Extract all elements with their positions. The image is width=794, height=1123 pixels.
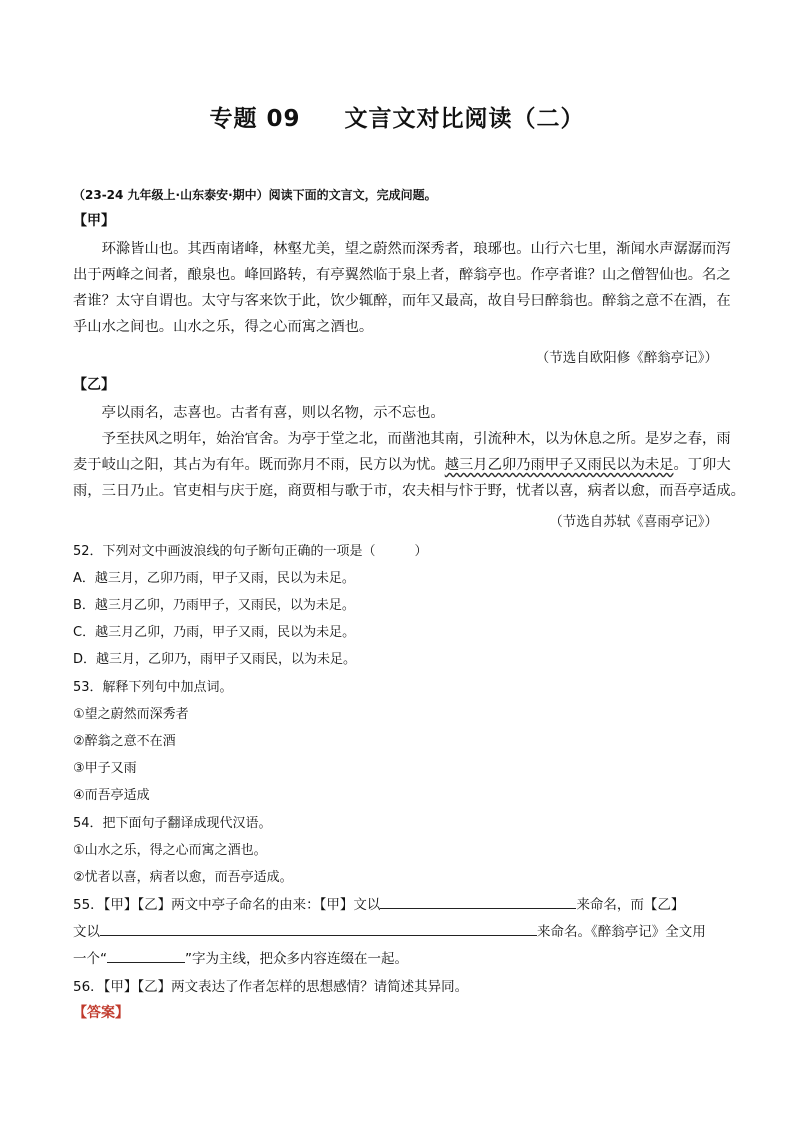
wavy-underlined-sentence: 越三月乙卯乃雨甲子又雨民以为未足 <box>444 457 674 473</box>
passage-yi-line <box>73 452 731 478</box>
passage-jia-line: 者谁？太守自谓也。太守与客来饮于此，饮少辄醉，而年又最高，故自号曰醉翁也。醉翁之意不在酒，在 <box>73 293 731 309</box>
q53-item: ③甲子又雨 <box>73 761 137 776</box>
passage-yi-source: （节选自苏轼《喜雨亭记》） <box>549 514 718 530</box>
option-d: D．越三月，乙卯乃，雨甲子又雨民，以为未足。 <box>73 652 357 667</box>
question-52: 52．下列对文中画波浪线的句子断句正确的一项是（ ） <box>73 544 428 559</box>
question-55-line <box>73 893 684 913</box>
q54-item: ①山水之乐，得之心而寓之酒也。 <box>73 843 267 858</box>
option-a: A．越三月，乙卯乃雨，甲子又雨，民以为未足。 <box>73 571 355 586</box>
passage-jia-label: 【甲】 <box>73 213 115 229</box>
q53-item: ①望之蔚然而深秀者 <box>73 707 189 722</box>
question-intro: （23-24 九年级上·山东泰安·期中）阅读下面的文言文，完成问题。 <box>73 188 437 202</box>
q55-text: ”字为主线，把众多内容连缀在一起。 <box>185 951 408 967</box>
passage-jia-line: 环滁皆山也。其西南诸峰，林壑尤美，望之蔚然而深秀者，琅琊也。山行六七里，渐闻水声潺潺而泻 <box>73 241 731 257</box>
passage-yi-line: 亭以雨名，志喜也。古者有喜，则以名物，示不忘也。 <box>73 405 445 421</box>
q55-text: 来命名，而【乙】 <box>576 897 685 913</box>
passage-jia-line: 出于两峰之间者，酿泉也。峰回路转，有亭翼然临于泉上者，醉翁亭也。作亭者谁？山之僧智仙也。名之 <box>73 267 731 283</box>
title-topic-number: 专题 09 <box>209 106 301 132</box>
question-55-line <box>73 947 408 967</box>
question-54: 54．把下面句子翻译成现代汉语。 <box>73 816 272 831</box>
answer-label: 【答案】 <box>73 1005 129 1021</box>
question-53: 53．解释下列句中加点词。 <box>73 680 233 695</box>
passage-yi-line: 予至扶风之明年，始治官舍。为亭于堂之北，而凿池其南，引流种木，以为休息之所。是岁之春，雨 <box>73 431 731 447</box>
q55-text: 55．【甲】【乙】两文中亭子命名的由来：【甲】文以 <box>73 897 381 913</box>
answer-blank[interactable] <box>107 947 185 963</box>
q53-item: ④而吾亭适成 <box>73 788 150 803</box>
question-55-line <box>73 920 706 940</box>
title-topic-name: 文言文对比阅读（二） <box>344 106 585 132</box>
q55-text: 文以 <box>73 924 100 940</box>
q55-text: 一个“ <box>73 951 107 967</box>
option-b: B．越三月乙卯，乃雨甲子，又雨民，以为未足。 <box>73 598 355 613</box>
answer-blank[interactable] <box>100 920 537 936</box>
q53-item: ②醉翁之意不在酒 <box>73 734 176 749</box>
passage-yi-label: 【乙】 <box>73 377 115 393</box>
passage-jia-line: 乎山水之间也。山水之乐，得之心而寓之酒也。 <box>73 319 374 335</box>
question-56: 56．【甲】【乙】两文表达了作者怎样的思想感情？请简述其异同。 <box>73 979 469 995</box>
passage-jia-source: （节选自欧阳修《醉翁亭记》） <box>535 350 718 366</box>
answer-blank[interactable] <box>380 893 576 909</box>
yi-line-text: 麦于岐山之阳，其占为有年。既而弥月不雨，民方以为忧。 <box>73 457 445 473</box>
option-c: C．越三月乙卯，乃雨，甲子又雨，民以为未足。 <box>73 625 356 640</box>
q54-item: ②忧者以喜，病者以愈，而吾亭适成。 <box>73 870 293 885</box>
page-title <box>0 100 794 133</box>
yi-line-text: 。丁卯大 <box>673 457 731 473</box>
passage-yi-line: 雨，三日乃止。官吏相与庆于庭，商贾相与歌于市，农夫相与忭于野，忧者以喜，病者以愈，而吾亭适成。 <box>73 483 745 499</box>
q55-text: 来命名。《醉翁亭记》全文用 <box>537 924 706 940</box>
